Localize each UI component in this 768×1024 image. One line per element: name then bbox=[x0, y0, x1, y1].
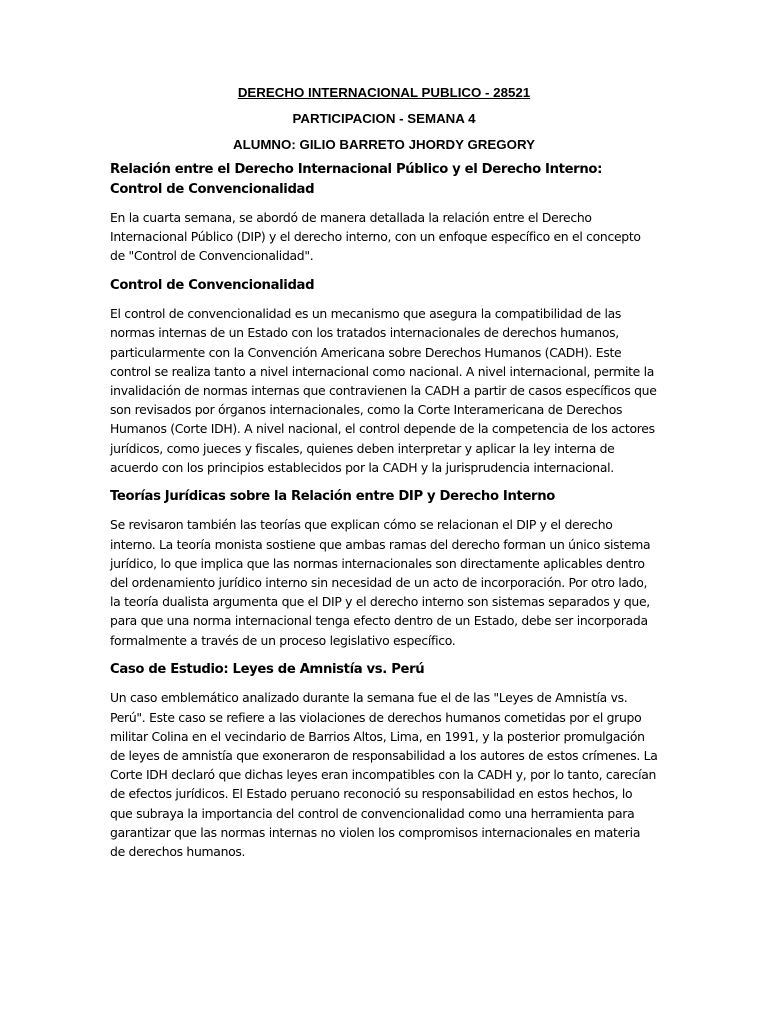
section-paragraph: El control de convencionalidad es un mecanismo que asegura la compatibilidad de las normas internas de un Estado con los tratados internacionales de derechos humanos, particularmente con la Convención Americana sobre Derechos Humanos (CADH). Este control se realiza tanto a nivel internacional como nacional. A nivel internacional, permite la invalidación de normas internas que contravienen la CADH a partir de casos específicos que son revisados por órganos internacionales, como la Corte Interamericana de Derechos Humanos (Corte IDH). A nivel nacional, el control depende de la competencia de los actores jurídicos, como jueces y fiscales, quienes deben interpretar y aplicar la ley interna de acuerdo con los principios establecidos por la CADH y la jurisprudencia internacional. bbox=[110, 306, 657, 475]
section-paragraph: Un caso emblemático analizado durante la semana fue el de las "Leyes de Amnistía vs. Perú". Este caso se refiere a las violaciones de derechos humanos cometidas por el grupo militar Colina en el vecindario de Barrios Altos, Lima, en 1991, y la posterior promulgación de leyes de amnistía que exoneraron de responsabilidad a los autores de estos crímenes. La Corte IDH declaró que dichas leyes eran incompatibles con la CADH y, por lo tanto, carecían de efectos jurídicos. El Estado peruano reconoció su responsabilidad en estos hechos, lo que subraya la importancia del control de convencionalidad como una herramienta para garantizar que las normas internas no violen los compromisos internacionales en materia de derechos humanos. bbox=[110, 690, 658, 859]
section-relacion bbox=[110, 160, 658, 266]
section-heading: Relación entre el Derecho Internacional Público y el Derecho Interno: Control de Convencionalidad bbox=[110, 162, 603, 197]
section-heading: Caso de Estudio: Leyes de Amnistía vs. Perú bbox=[110, 661, 425, 677]
section-teorias bbox=[110, 487, 658, 650]
section-heading: Teorías Jurídicas sobre la Relación entre DIP y Derecho Interno bbox=[110, 488, 555, 504]
section-paragraph: Se revisaron también las teorías que explican cómo se relacionan el DIP y el derecho interno. La teoría monista sostiene que ambas ramas del derecho forman un único sistema jurídico, lo que implica que las normas internacionales son directamente aplicables dentro del ordenamiento jurídico interno sin necesidad de un acto de incorporación. Por otro lado, la teoría dualista argumenta que el DIP y el derecho interno son sistemas separados y que, para que una norma internacional tenga efecto dentro de un Estado, debe ser incorporada formalmente a través de un proceso legislativo específico. bbox=[110, 517, 651, 648]
section-paragraph: En la cuarta semana, se abordó de manera detallada la relación entre el Derecho Internacional Público (DIP) y el derecho interno, con un enfoque específico en el concepto de "Control de Convencionalidad". bbox=[110, 210, 641, 264]
section-control bbox=[110, 276, 658, 477]
course-title: DERECHO INTERNACIONAL PUBLICO - 28521 bbox=[237, 85, 531, 100]
section-heading: Control de Convencionalidad bbox=[110, 277, 315, 293]
student-name: ALUMNO: GILIO BARRETO JHORDY GREGORY bbox=[233, 137, 535, 152]
participation-title: PARTICIPACION - SEMANA 4 bbox=[292, 111, 476, 126]
section-caso-estudio bbox=[110, 660, 658, 861]
document-page bbox=[110, 84, 658, 871]
